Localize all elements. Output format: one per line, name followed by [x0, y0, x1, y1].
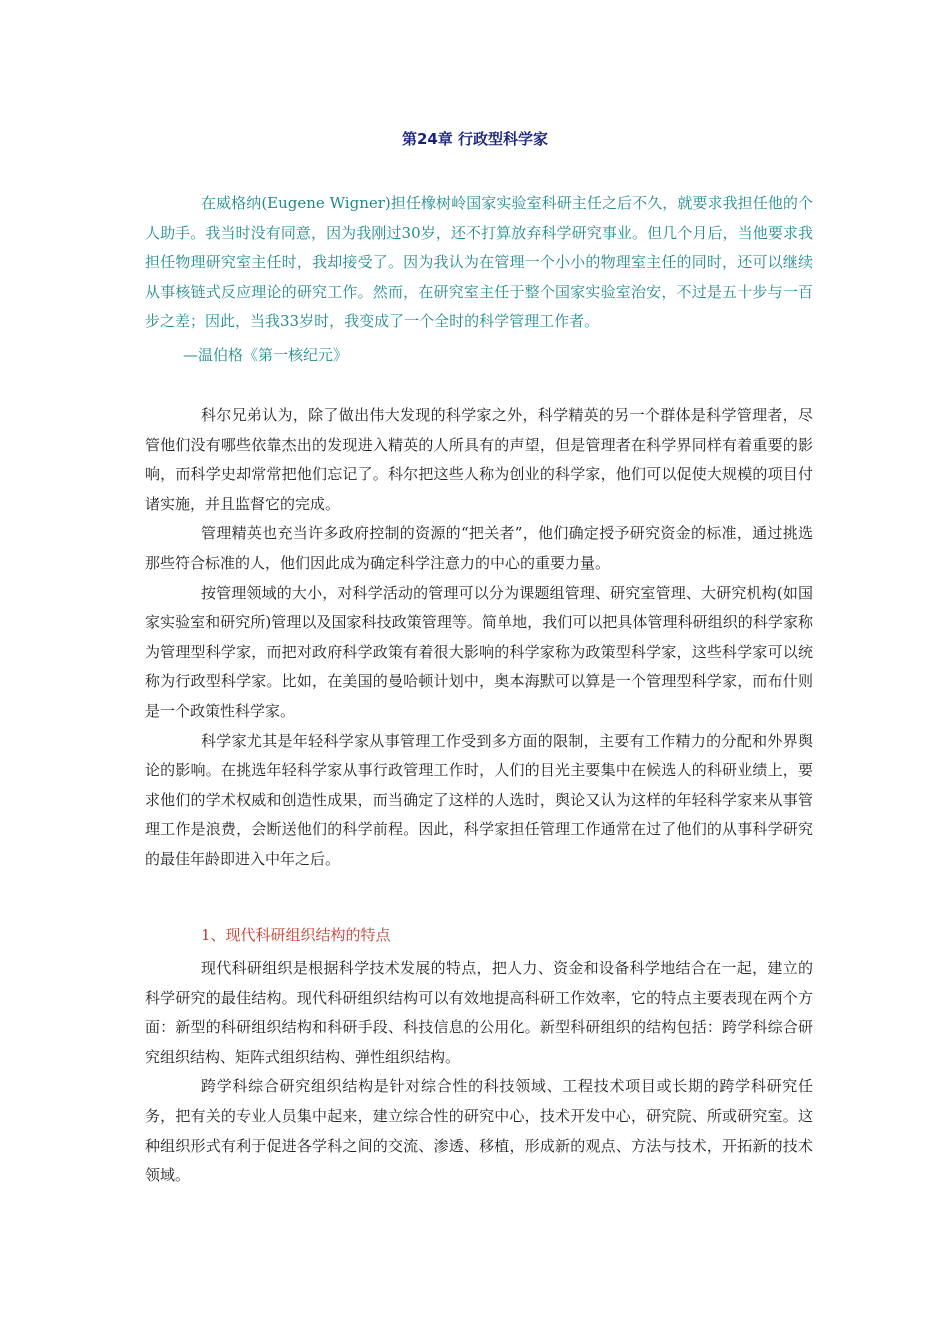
body-paragraph: 科学家尤其是年轻科学家从事管理工作受到多方面的限制，主要有工作精力的分配和外界舆论的影响。在挑选年轻科学家从事行政管理工作时，人们的目光主要集中在候选人的科研业绩上，要求他们的学术权威和创造性成果，而当确定了这样的人选时，舆论又认为这样的年轻科学家来从事管理工作是浪费，会断送他们的科学前程。因此，科学家担任管理工作通常在过了他们的从事科学研究的最佳年龄即进入中年之后。 [145, 731, 813, 868]
body-paragraph: 按管理领域的大小，对科学活动的管理可以分为课题组管理、研究室管理、大研究机构(如国家实验室和研究所)管理以及国家科技政策管理等。简单地，我们可以把具体管理科研组织的科学家称为管理型科学家，而把对政府科学政策有着很大影响的科学家称为政策型科学家，这些科学家可以统称为行政型科学家。比如，在美国的曼哈顿计划中，奥本海默可以算是一个管理型科学家，而布什则是一个政策性科学家。 [145, 583, 813, 720]
epigraph-text: 在威格纳(Eugene Wigner)担任橡树岭国家实验室科研主任之后不久，就要求我担任他的个人助手。我当时没有同意，因为我刚过30岁，还不打算放弃科学研究事业。但几个月后，当他要求我担任物理研究室主任时，我却接受了。因为我认为在管理一个小小的物理室主任的同时，还可以继续从事核链式反应理论的研究工作。然而，在研究室主任于整个国家实验室治安，不过是五十步与一百步之差；因此，当我33岁时，我变成了一个全时的科学管理工作者。 [145, 194, 813, 331]
chapter-title: 第24章 行政型科学家 [401, 130, 549, 148]
chapter-body [145, 401, 813, 875]
section-paragraph: 跨学科综合研究组织结构是针对综合性的科技领域、工程技术项目或长期的跨学科研究任务，把有关的专业人员集中起来，建立综合性的研究中心，技术开发中心，研究院、所或研究室。这种组织形式有利于促进各学科之间的交流、渗透、移植，形成新的观点、方法与技术，开拓新的技术领域。 [145, 1077, 813, 1185]
body-paragraph: 科尔兄弟认为，除了做出伟大发现的科学家之外，科学精英的另一个群体是科学管理者，尽管他们没有哪些依靠杰出的发现进入精英的人所具有的声望，但是管理者在科学界同样有着重要的影响，而科学史却常常把他们忘记了。科尔把这些人称为创业的科学家，他们可以促使大规模的项目付诸实施，并且监督它的完成。 [145, 406, 813, 513]
section-paragraph: 现代科研组织是根据科学技术发展的特点，把人力、资金和设备科学地结合在一起，建立的科学研究的最佳结构。现代科研组织结构可以有效地提高科研工作效率，它的特点主要表现在两个方面：新型的科研组织结构和科研手段、科技信息的公用化。新型科研组织的结构包括：跨学科综合研究组织结构、矩阵式组织结构、弹性组织结构。 [145, 959, 813, 1066]
epigraph-source: —温伯格《第一核纪元》 [183, 346, 349, 364]
epigraph-quote [145, 189, 813, 337]
body-paragraph: 管理精英也充当许多政府控制的资源的“把关者”，他们确定授予研究资金的标准，通过挑选那些符合标准的人，他们因此成为确定科学注意力的中心的重要力量。 [145, 524, 813, 572]
section-body [145, 954, 813, 1191]
section-heading: 1、现代科研组织结构的特点 [201, 926, 391, 944]
